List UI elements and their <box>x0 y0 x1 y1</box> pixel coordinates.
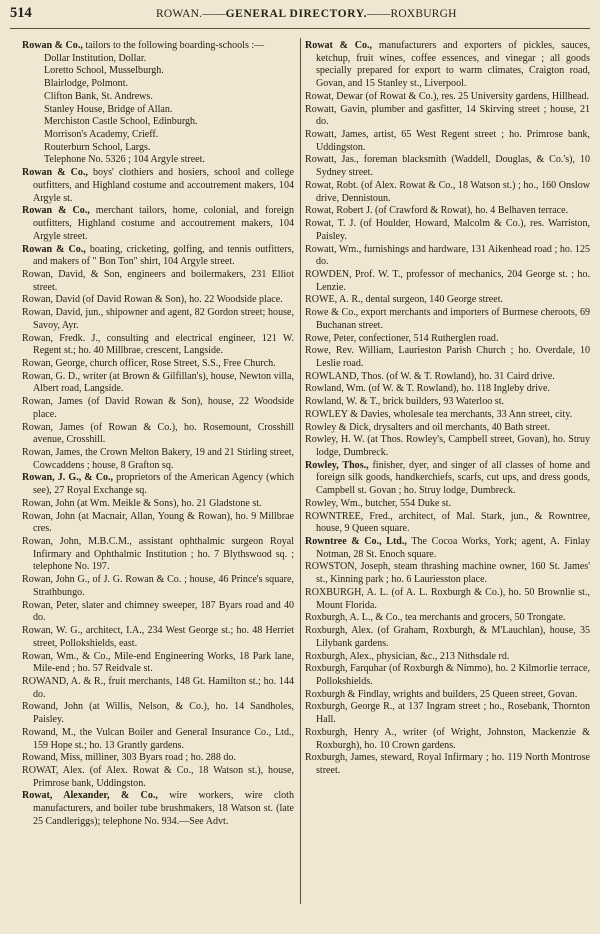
entry-text: ROWNTREE, Fred., architect, of Mal. Stark, jun., & Rowntree, house, 9 Queen square. <box>305 510 590 535</box>
entry-text: Rowat, Robert J. (of Crawford & Rowat), ho. 4 Belhaven terrace. <box>305 205 569 217</box>
directory-entry <box>305 701 590 726</box>
directory-entry <box>22 396 294 421</box>
entry-text: Roxburgh, Farquhar (of Roxburgh & Nimmo), ho. 2 Kilmorlie terrace, Pollokshields. <box>305 663 590 687</box>
entry-text: ROXBURGH, A. L. (of A. L. Roxburgh & Co.), ho. 50 Brownlie st., Mount Florida. <box>305 586 590 611</box>
entry-text: ROWE, A. R., dental surgeon, 140 George street. <box>305 294 504 306</box>
entry-name: Rowat, Alexander, & Co., <box>22 790 158 802</box>
directory-entry <box>22 205 294 243</box>
right-column <box>305 40 590 778</box>
directory-entry <box>305 345 590 370</box>
entry-text: Rowatt, Wm., furnishings and hardware, 131 Aikenhead road ; ho. 125 do. <box>305 243 590 268</box>
directory-sub-entry: Stanley House, Bridge of Allan. <box>44 103 173 115</box>
entry-name: Rowan, J. G., & Co., <box>22 472 114 484</box>
entry-text: Rowand, John (at Willis, Nelson, & Co.), ho. 14 Sandholes, Paisley. <box>22 701 294 726</box>
directory-entry <box>22 40 294 53</box>
column-divider <box>300 38 301 904</box>
directory-entry <box>305 396 590 409</box>
directory-entry <box>22 536 294 574</box>
entry-text: Rowan, James, the Crown Melton Bakery, 19 and 21 Stirling street, Cowcaddens ; house, 8 Grafton sq. <box>22 447 294 471</box>
entry-text: ROWSTON, Joseph, steam thrashing machine owner, 160 St. James' st., Kinning park ; ho. 6 Lauriesston place. <box>305 561 590 586</box>
entry-name: Rowan & Co., <box>22 243 86 255</box>
directory-entry <box>22 498 294 511</box>
directory-entry <box>22 447 294 472</box>
directory-sub-entry: Loretto School, Musselburgh. <box>44 65 164 77</box>
entry-text: Roxburgh, James, steward, Royal Infirmary ; ho. 119 North Montrose street. <box>305 752 590 776</box>
directory-sub-entry: Telephone No. 5326 ; 104 Argyle street. <box>44 154 205 166</box>
entry-text: tailors to the following boarding-schools :— <box>82 40 265 51</box>
entry-text: proprietors of the American Agency (which see), 27 Royal Exchange sq. <box>33 472 294 497</box>
directory-entry <box>305 498 590 511</box>
directory-entry <box>22 790 294 828</box>
directory-entry <box>305 269 590 294</box>
directory-entry <box>305 294 590 307</box>
entry-text: Rowatt, James, artist, 65 West Regent street ; ho. Primrose bank, Uddingston. <box>305 129 590 153</box>
directory-entry <box>305 727 590 752</box>
entry-text: Roxburgh & Findlay, wrights and builders, 25 Queen street, Govan. <box>305 688 578 700</box>
entry-text: ROWLEY & Davies, wholesale tea merchants, 33 Ann street, city. <box>305 408 573 420</box>
directory-entry <box>305 511 590 536</box>
directory-sub-entry: Morrison's Academy, Crieff. <box>44 129 159 141</box>
entry-text: Rowan, W. G., architect, I.A., 234 West George st.; ho. 48 Herriet street, Pollokshields, east. <box>22 625 294 649</box>
entry-text: Rowan, Peter, slater and chimney sweeper, 187 Byars road and 40 do. <box>22 599 294 624</box>
directory-entry <box>22 600 294 625</box>
entry-text: ROWAND, A. & R., fruit merchants, 148 Gt. Hamilton st.; ho. 144 do. <box>22 675 294 700</box>
directory-sub-entry: Blairlodge, Polmont. <box>44 78 129 90</box>
directory-entry <box>22 244 294 269</box>
entry-text: Rowan, James (of Rowan & Co.), ho. Rosemount, Crosshill avenue, Crosshill. <box>22 421 294 446</box>
directory-sub-entry: Merchiston Castle School, Edinburgh. <box>44 116 198 128</box>
directory-entry <box>22 371 294 396</box>
running-title-middle: GENERAL DIRECTORY. <box>225 8 368 20</box>
entry-text: finisher, dyer, and singer of all classes of home and foreign silk goods, handkerchiefs, scarfs, cut ups, and dress goods, Campbell st. Govan ; ho. Struy lodge, Dumbreck. <box>316 459 590 497</box>
directory-entry <box>305 434 590 459</box>
running-title <box>156 8 457 20</box>
entry-text: Rowley, H. W. (at Thos. Rowley's, Campbell street, Govan), ho. Struy lodge, Dumbreck. <box>305 434 590 458</box>
entry-text: Rowley, Wm., butcher, 554 Duke st. <box>305 497 452 509</box>
directory-sub-entry: Clifton Bank, St. Andrews. <box>44 90 153 102</box>
entry-text: Rowley & Dick, drysalters and oil merchants, 40 Bath street. <box>305 421 550 433</box>
directory-entry <box>22 511 294 536</box>
directory-entry <box>305 371 590 384</box>
entry-text: Roxburgh, Alex., physician, &c., 213 Nithsdale rd. <box>305 650 510 662</box>
entry-name: Rowan & Co., <box>22 167 88 179</box>
entry-text: Rowan, George, church officer, Rose Street, S.S., Free Church. <box>22 357 276 369</box>
entry-text: Rowland, W. & T., brick builders, 93 Waterloo st. <box>305 396 504 408</box>
directory-sub-entry: Dollar Institution, Dollar. <box>44 52 147 64</box>
entry-text: Roxburgh, Henry A., writer (of Wright, Johnston, Mackenzie & Roxburgh), ho. 10 Crown gardens. <box>305 726 590 751</box>
entry-name: Rowan & Co., <box>22 205 90 217</box>
directory-entry <box>22 269 294 294</box>
directory-entry <box>22 676 294 701</box>
entry-text: Roxburgh, George R., at 137 Ingram street ; ho., Rosebank, Thornton Hall. <box>305 701 590 726</box>
directory-entry <box>305 422 590 435</box>
directory-entry <box>22 307 294 332</box>
directory-entry <box>305 752 590 777</box>
directory-entry <box>22 422 294 447</box>
entry-text: Rowan, G. D., writer (at Brown & Gilfillan's), house, Newton villa, Albert road, Langside. <box>22 370 294 395</box>
entry-text: Rowe, Peter, confectioner, 514 Rutherglen road. <box>305 332 499 344</box>
entry-text: wire workers, wire cloth manufacturers, and boiler tube brushmakers, 18 Watson st. (late 25 Candleriggs); telephone No. 934.—See Advt. <box>33 790 294 827</box>
directory-entry <box>22 294 294 307</box>
entry-text: Rowan, John, M.B.C.M., assistant ophthalmic surgeon Royal Infirmary and Ophthalmic Institution ; ho. 7 Blythswood sq. ; telephone No. 197. <box>22 536 294 573</box>
entry-text: merchant tailors, home, colonial, and foreign outfitters, Highland costume and accoutrement makers, 104 Argyle street. <box>33 205 295 242</box>
entry-text: Rowatt, Gavin, plumber and gasfitter, 14 Skirving street ; house, 21 do. <box>305 103 590 128</box>
running-title-right: ——ROXBURGH <box>367 8 457 20</box>
entry-text: boating, cricketing, golfing, and tennis outfitters, and makers of " Bon Ton" shirt, 104 Argyle street. <box>33 243 294 268</box>
entry-text: Rowland, Wm. (of W. & T. Rowland), ho. 118 Ingleby drive. <box>305 383 550 395</box>
entry-name: Rowntree & Co., Ltd., <box>305 536 407 548</box>
entry-text: The Cocoa Works, York; agent, A. Finlay Notman, 28 St. Enoch square. <box>316 536 590 560</box>
directory-entry <box>305 383 590 396</box>
entry-name: Rowley, Thos., <box>305 459 369 471</box>
entry-text: Rowat, Dewar (of Rowat & Co.), res. 25 University gardens, Hillhead. <box>305 90 590 102</box>
entry-text: Rowan, David (of David Rowan & Son), ho. 22 Woodside place. <box>22 294 283 306</box>
directory-entry <box>305 154 590 179</box>
directory-entry <box>305 536 590 561</box>
left-column <box>22 40 294 829</box>
running-title-left: ROWAN.—— <box>156 8 226 20</box>
directory-entry <box>305 460 590 498</box>
directory-entry <box>22 651 294 676</box>
directory-sub-entry: Routerburn School, Largs. <box>44 141 151 153</box>
entry-text: Rowe & Co., export merchants and importers of Burmese cheroots, 69 Buchanan street. <box>305 307 590 331</box>
entry-text: Rowan, David, & Son, engineers and boilermakers, 231 Elliot street. <box>22 268 294 293</box>
directory-entry <box>22 472 294 497</box>
directory-entry <box>305 651 590 664</box>
header-rule <box>10 28 590 29</box>
entry-name: Rowan & Co., <box>22 40 83 51</box>
directory-entry <box>305 689 590 702</box>
directory-entry <box>305 205 590 218</box>
entry-text: Rowan, John (at Macnair, Allan, Young & Rowan), ho. 9 Millbrae cres. <box>22 510 294 535</box>
directory-entry <box>305 104 590 129</box>
directory-entry <box>305 244 590 269</box>
directory-entry <box>305 587 590 612</box>
directory-entry <box>22 765 294 790</box>
entry-text: Rowat, Robt. (of Alex. Rowat & Co., 18 Watson st.) ; ho., 160 Onslow drive, Dennistoun. <box>305 179 590 204</box>
entry-text: Rowan, Fredk. J., consulting and electrical engineer, 121 W. Regent st.; ho. 40 Millbrae, crescent, Langside. <box>22 332 294 357</box>
entry-text: Rowand, M., the Vulcan Boiler and General Insurance Co., Ltd., 159 Hope st.; ho. 13 Grantly gardens. <box>22 726 294 751</box>
entry-text: ROWAT, Alex. (of Alex. Rowat & Co., 18 Watson st.), house, Primrose bank, Uddingston. <box>22 764 294 789</box>
entry-text: manufacturers and exporters of pickles, sauces, ketchup, fruit wines, coffee essences, and vinegar ; all goods specially prepared for export to warm climates, Craigton road, Govan, and 15 Stanley st., Liverpool. <box>316 40 590 90</box>
entry-text: boys' clothiers and hosiers, school and college outfitters, and Highland costume and accoutrement makers, 104 Argyle st. <box>33 167 294 204</box>
directory-entry <box>22 574 294 599</box>
entry-text: Rowan, David, jun., shipowner and agent, 82 Gordon street; house, Savoy, Ayr. <box>22 307 294 331</box>
entry-text: Rowan, James (of David Rowan & Son), house, 22 Woodside place. <box>22 396 294 420</box>
page-header <box>10 5 588 25</box>
entry-text: Rowand, Miss, milliner, 303 Byars road ; ho. 288 do. <box>22 752 236 764</box>
directory-entry <box>305 625 590 650</box>
directory-entry <box>22 333 294 358</box>
directory-entry <box>305 218 590 243</box>
directory-entry <box>22 167 294 205</box>
entry-text: Roxburgh, A. L., & Co., tea merchants and grocers, 50 Trongate. <box>305 612 566 624</box>
entry-text: Roxburgh, Alex. (of Graham, Roxburgh, & M'Lauchlan), house, 35 Lilybank gardens. <box>305 625 590 649</box>
entry-text: Rowatt, Jas., foreman blacksmith (Waddell, Douglas, & Co.'s), 10 Sydney street. <box>305 154 590 179</box>
entry-text: Rowat, T. J. (of Houlder, Howard, Malcolm & Co.), res. Warriston, Paisley. <box>305 218 590 242</box>
directory-entry <box>305 561 590 586</box>
entry-text: Rowan, John G., of J. G. Rowan & Co. ; house, 46 Prince's square, Strathbungo. <box>22 574 294 598</box>
directory-entry <box>22 701 294 726</box>
directory-entry <box>305 663 590 688</box>
entry-name: Rowat & Co., <box>305 40 373 51</box>
entry-text: Rowan, John (at Wm. Meikle & Sons), ho. 21 Gladstone st. <box>22 497 262 509</box>
entry-text: Rowan, Wm., & Co., Mile-end Engineering Works, 18 Park lane, Mile-end ; ho. 57 Reidvale st. <box>22 650 294 675</box>
directory-entry <box>22 625 294 650</box>
entry-text: Rowe, Rev. William, Laurieston Parish Church ; ho. Overdale, 10 Leslie road. <box>305 345 590 369</box>
page-number: 514 <box>10 5 32 21</box>
entry-text: ROWDEN, Prof. W. T., professor of mechanics, 204 George st. ; ho. Lenzie. <box>305 268 590 293</box>
directory-entry <box>305 129 590 154</box>
directory-entry <box>305 180 590 205</box>
directory-entry <box>22 358 294 371</box>
directory-entry <box>305 40 590 91</box>
directory-entry <box>305 612 590 625</box>
directory-entry <box>305 91 590 104</box>
directory-entry <box>305 307 590 332</box>
directory-entry <box>305 409 590 422</box>
directory-entry <box>305 333 590 346</box>
directory-entry <box>22 727 294 752</box>
directory-entry <box>22 752 294 765</box>
entry-text: ROWLAND, Thos. (of W. & T. Rowland), ho. 31 Caird drive. <box>305 370 555 382</box>
